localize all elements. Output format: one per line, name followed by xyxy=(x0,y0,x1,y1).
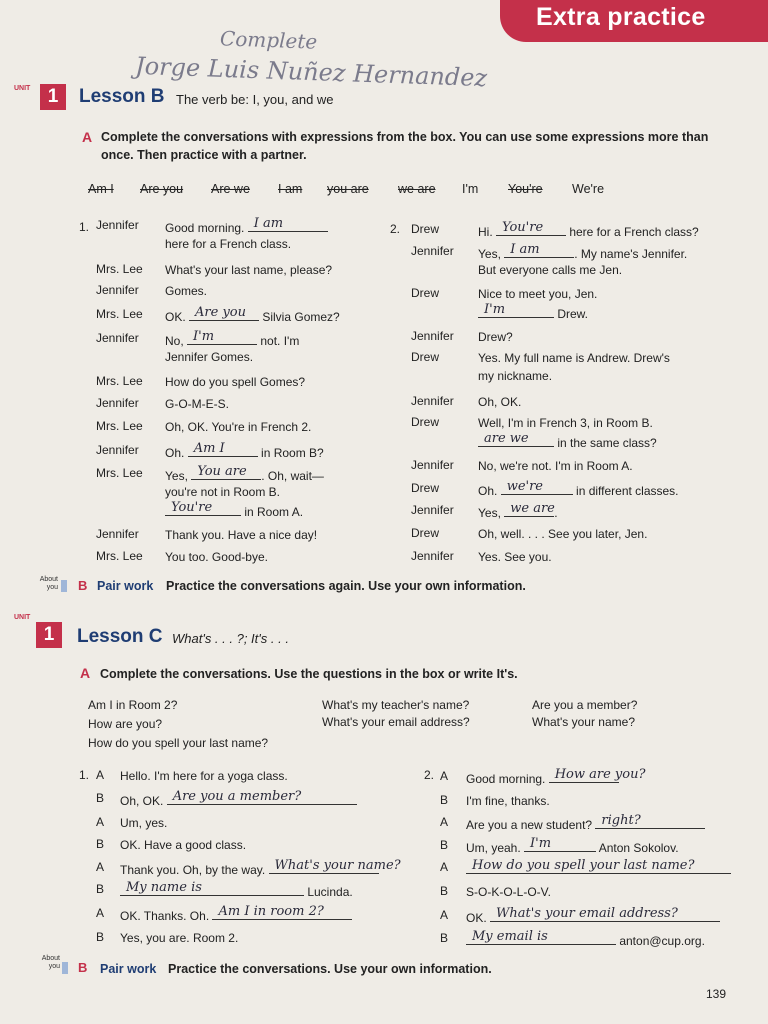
dialogue-line xyxy=(165,466,324,484)
speaker-name: Jennifer xyxy=(96,218,139,232)
dialogue-line xyxy=(165,374,305,390)
speaker-name: Mrs. Lee xyxy=(96,374,143,388)
speaker-name: A xyxy=(96,860,105,874)
box-question: What's your email address? xyxy=(322,715,470,729)
dialogue-line xyxy=(165,527,317,543)
dialogue-line xyxy=(478,415,653,431)
speaker-name: A xyxy=(96,906,105,920)
answer-blank[interactable] xyxy=(524,838,596,852)
line-text: anton@cup.org. xyxy=(616,934,705,948)
line-text: Nice to meet you, Jen. xyxy=(478,287,598,301)
handwritten-answer: I'm xyxy=(193,329,215,344)
unit-number-badge: 1 xyxy=(36,622,62,648)
speaker-name: B xyxy=(96,791,105,805)
section-a-letter: A xyxy=(80,665,91,681)
box-question: Am I in Room 2? xyxy=(88,698,178,712)
dialogue-line xyxy=(165,549,268,565)
unit-label: UNIT xyxy=(14,614,31,621)
speaker-name: A xyxy=(440,815,449,829)
speaker-name: Jennifer xyxy=(411,244,454,258)
speaker-name: B xyxy=(96,837,105,851)
dialogue-line xyxy=(120,815,167,831)
line-text: What's your last name, please? xyxy=(165,263,333,277)
dialogue-line-cont: you're not in Room B. xyxy=(165,485,281,499)
speaker-name: B xyxy=(440,793,449,807)
answer-blank[interactable] xyxy=(504,244,574,258)
line-text: . xyxy=(554,506,558,520)
dialogue-line xyxy=(165,283,207,299)
dialogue-line xyxy=(478,481,679,499)
answer-blank[interactable] xyxy=(189,307,259,321)
dialogue-line-cont xyxy=(478,433,657,451)
line-text: G-O-M-E-S. xyxy=(165,397,229,411)
line-text: Yes, xyxy=(165,469,192,483)
dialogue-line xyxy=(478,350,670,366)
dialogue-line xyxy=(165,419,311,435)
dialogue-line xyxy=(466,838,679,856)
lesson-b-subtitle: The verb be: I, you, and we xyxy=(176,92,334,107)
dialogue-line xyxy=(120,768,288,784)
handwritten-answer: How do you spell your last name? xyxy=(472,858,695,873)
line-text: in Room B? xyxy=(257,446,324,460)
box-expression: Am I xyxy=(88,182,114,196)
speaker-name: Mrs. Lee xyxy=(96,549,143,563)
speaker-name: Mrs. Lee xyxy=(96,466,143,480)
handwritten-answer: Are you xyxy=(195,305,246,320)
speaker-name: B xyxy=(440,838,449,852)
dialogue-line xyxy=(120,906,352,924)
answer-blank[interactable] xyxy=(212,906,352,920)
dialogue-line xyxy=(478,526,647,542)
answer-blank[interactable] xyxy=(504,503,554,517)
speaker-name: A xyxy=(440,860,449,874)
dialogue-line-cont xyxy=(165,502,303,520)
line-text: Thank you. Have a nice day! xyxy=(165,528,318,542)
handwritten-answer: My email is xyxy=(472,929,548,944)
conv-number: 2. xyxy=(424,768,435,782)
line-text: S-O-K-O-L-O-V. xyxy=(466,885,551,899)
lesson-c-title: Lesson C xyxy=(77,626,163,647)
box-question: How are you? xyxy=(88,717,163,731)
line-text: Gomes. xyxy=(165,284,208,298)
handwritten-answer: You're xyxy=(502,220,544,235)
handwritten-answer: I'm xyxy=(530,836,552,851)
speaker-name: Jennifer xyxy=(411,458,454,472)
box-expression: Are we xyxy=(211,182,250,196)
handwritten-answer: How are you? xyxy=(554,767,646,782)
box-expression: we are xyxy=(398,182,436,196)
speaker-name: Jennifer xyxy=(96,527,139,541)
dialogue-line-cont: Jennifer Gomes. xyxy=(165,350,254,364)
handwritten-answer: You're xyxy=(171,500,213,515)
section-bar xyxy=(62,962,68,974)
dialogue-line xyxy=(120,791,357,809)
line-text: Silvia Gomez? xyxy=(259,310,340,324)
dialogue-line xyxy=(478,549,552,565)
speaker-name: Jennifer xyxy=(96,331,139,345)
handwritten-answer: right? xyxy=(601,813,641,828)
line-text: How do you spell Gomes? xyxy=(165,375,306,389)
line-text: Anton Sokolov. xyxy=(596,841,679,855)
dialogue-line xyxy=(165,307,340,325)
dialogue-line xyxy=(478,394,521,410)
box-question: How do you spell your last name? xyxy=(88,736,269,750)
box-question: What's your name? xyxy=(532,715,636,729)
line-text: here for a French class? xyxy=(566,225,699,239)
pair-work-label: Pair work xyxy=(97,579,154,593)
handwritten-answer: we are xyxy=(510,501,555,516)
speaker-name: B xyxy=(96,930,105,944)
section-a-letter: A xyxy=(82,129,93,145)
about-you-badge: About you xyxy=(41,955,60,970)
handwritten-answer: Are you a member? xyxy=(172,789,302,804)
answer-blank[interactable] xyxy=(466,931,616,945)
conv-number: 2. xyxy=(390,222,401,236)
dialogue-line xyxy=(120,882,353,900)
line-text: Good morning. xyxy=(165,221,248,235)
handwritten-answer: we're xyxy=(506,479,543,494)
lesson-c-subtitle: What's . . . ?; It's . . . xyxy=(172,631,289,646)
line-text: Yes. My full name is Andrew. Drew's xyxy=(478,351,670,365)
line-text: No, xyxy=(165,334,188,348)
dialogue-line xyxy=(165,396,229,412)
unit-number-badge: 1 xyxy=(40,84,66,110)
line-text: Hi. xyxy=(478,225,496,239)
section-b-letter: B xyxy=(78,578,88,593)
line-text: Yes, you are. Room 2. xyxy=(120,931,239,945)
line-text: OK. Have a good class. xyxy=(120,838,247,852)
handwritten-answer: I'm xyxy=(484,302,506,317)
dialogue-line xyxy=(466,908,720,926)
box-expression: We're xyxy=(572,182,605,196)
speaker-name: Jennifer xyxy=(411,329,454,343)
handwritten-answer: are we xyxy=(484,431,529,446)
dialogue-line xyxy=(466,767,646,787)
dialogue-line xyxy=(466,815,705,833)
dialogue-line xyxy=(120,858,401,878)
line-text: Yes, xyxy=(478,247,505,261)
speaker-name: Jennifer xyxy=(411,503,454,517)
speaker-name: Drew xyxy=(411,222,440,236)
line-text: Um, yeah. xyxy=(466,841,525,855)
answer-blank[interactable] xyxy=(187,331,257,345)
line-text: Um, yes. xyxy=(120,816,168,830)
handwritten-name: Jorge Luis Nuñez Hernandez xyxy=(134,51,488,93)
unit-label: UNIT xyxy=(14,85,31,92)
line-text: . My name's Jennifer. xyxy=(574,247,688,261)
box-expression: You're xyxy=(508,182,543,196)
dialogue-line xyxy=(478,286,597,302)
line-text: in Room A. xyxy=(241,505,304,519)
answer-blank[interactable] xyxy=(188,443,258,457)
dialogue-line xyxy=(165,443,324,461)
line-text: not. I'm xyxy=(257,334,300,348)
speaker-name: Mrs. Lee xyxy=(96,262,143,276)
speaker-name: Drew xyxy=(411,526,440,540)
conv-number: 1. xyxy=(79,220,90,234)
section-a-instructions: Complete the conversations with expressions from the box. You can use some expressions more than once. Then practice with a partner. xyxy=(101,130,709,162)
answer-blank[interactable] xyxy=(466,860,731,874)
answer-blank[interactable] xyxy=(191,466,261,480)
line-text: OK. Thanks. Oh. xyxy=(120,909,213,923)
dialogue-line xyxy=(165,218,328,236)
handwritten-answer: You are xyxy=(197,464,247,479)
about-you-badge: About you xyxy=(39,576,58,591)
speaker-name: Mrs. Lee xyxy=(96,419,143,433)
line-text: Lucinda. xyxy=(304,885,353,899)
box-question: What's my teacher's name? xyxy=(322,698,470,712)
section-bar xyxy=(61,580,67,592)
speaker-name: A xyxy=(96,815,105,829)
answer-blank[interactable] xyxy=(496,222,566,236)
line-text: OK. xyxy=(466,911,491,925)
answer-blank[interactable] xyxy=(478,304,554,318)
answer-blank[interactable] xyxy=(167,791,357,805)
dialogue-line xyxy=(478,329,513,345)
box-expression: Are you xyxy=(140,182,184,196)
line-text: Thank you. Oh, by the way. xyxy=(120,863,269,877)
speaker-name: Jennifer xyxy=(96,396,139,410)
conv-number: 1. xyxy=(79,768,90,782)
dialogue-line xyxy=(466,860,731,878)
handwritten-answer: My name is xyxy=(126,880,202,895)
speaker-name: Drew xyxy=(411,286,440,300)
answer-blank[interactable] xyxy=(269,858,401,874)
box-expression: I'm xyxy=(462,182,479,196)
speaker-name: B xyxy=(440,931,449,945)
page-number: 139 xyxy=(706,987,727,1001)
line-text: Oh, well. . . . See you later, Jen. xyxy=(478,527,648,541)
speaker-name: Drew xyxy=(411,415,440,429)
line-text: Oh, OK. xyxy=(478,395,522,409)
box-expression: I am xyxy=(278,182,303,196)
line-text: Yes. See you. xyxy=(478,550,552,564)
answer-blank[interactable] xyxy=(549,767,646,783)
dialogue-line xyxy=(165,331,299,349)
speaker-name: B xyxy=(440,884,449,898)
line-text: Good morning. xyxy=(466,772,549,786)
dialogue-line xyxy=(120,930,238,946)
line-text: Well, I'm in French 3, in Room B. xyxy=(478,416,653,430)
lesson-b-title: Lesson B xyxy=(79,86,165,107)
handwritten-answer: I am xyxy=(253,216,284,231)
pair-work-text: Practice the conversations again. Use your own information. xyxy=(166,579,526,593)
answer-blank[interactable] xyxy=(478,433,554,447)
speaker-name: Jennifer xyxy=(96,283,139,297)
handwritten-answer: Am I in room 2? xyxy=(218,904,324,919)
dialogue-line-cont xyxy=(478,304,588,322)
line-text: Oh, OK. You're in French 2. xyxy=(165,420,312,434)
line-text: Drew? xyxy=(478,330,513,344)
section-a-instructions: Complete the conversations. Use the questions in the box or write It's. xyxy=(100,667,518,681)
dialogue-line xyxy=(466,884,551,900)
line-text: I'm fine, thanks. xyxy=(466,794,550,808)
speaker-name: B xyxy=(96,882,105,896)
line-text: Yes, xyxy=(478,506,505,520)
line-text: You too. Good-bye. xyxy=(165,550,268,564)
speaker-name: Drew xyxy=(411,350,440,364)
line-text: Hello. I'm here for a yoga class. xyxy=(120,769,288,783)
dialogue-line xyxy=(165,262,332,278)
handwritten-answer: What's your email address? xyxy=(496,906,678,921)
line-text: Oh. xyxy=(165,446,188,460)
speaker-name: A xyxy=(440,769,449,783)
pair-work-label: Pair work xyxy=(100,962,157,976)
handwritten-answer: What's your name? xyxy=(274,858,401,873)
speaker-name: Jennifer xyxy=(96,443,139,457)
dialogue-line xyxy=(478,458,633,474)
speaker-name: A xyxy=(440,908,449,922)
answer-blank[interactable] xyxy=(248,218,328,232)
answer-blank[interactable] xyxy=(595,815,705,829)
handwritten-answer: I am xyxy=(510,242,540,257)
dialogue-line xyxy=(478,503,558,521)
dialogue-line xyxy=(466,793,550,809)
box-question: Are you a member? xyxy=(532,698,638,712)
dialogue-line xyxy=(120,837,246,853)
line-text: Oh, OK. xyxy=(120,794,167,808)
answer-blank[interactable] xyxy=(120,882,304,896)
speaker-name: Drew xyxy=(411,481,440,495)
section-b-letter: B xyxy=(78,960,88,975)
speaker-name: A xyxy=(96,768,105,782)
dialogue-line-cont: But everyone calls me Jen. xyxy=(478,263,623,277)
dialogue-line xyxy=(466,931,705,949)
answer-blank[interactable] xyxy=(501,481,573,495)
speaker-name: Jennifer xyxy=(411,394,454,408)
extra-practice-banner xyxy=(500,0,768,42)
line-text: Oh. xyxy=(478,484,501,498)
answer-blank[interactable] xyxy=(165,502,241,516)
banner-title: Extra practice xyxy=(536,3,706,31)
pair-work-text: Practice the conversations. Use your own information. xyxy=(168,962,492,976)
line-text: in the same class? xyxy=(554,436,657,450)
dialogue-line-cont: my nickname. xyxy=(478,369,553,383)
handwritten-note: Complete xyxy=(219,26,318,54)
line-text: Drew. xyxy=(554,307,589,321)
box-expression: you are xyxy=(327,182,369,196)
line-text: OK. xyxy=(165,310,190,324)
line-text: Are you a new student? xyxy=(466,818,596,832)
answer-blank[interactable] xyxy=(490,908,720,922)
dialogue-line xyxy=(478,244,687,262)
line-text: in different classes. xyxy=(572,484,679,498)
line-text: . Oh, wait— xyxy=(261,469,324,483)
speaker-name: Mrs. Lee xyxy=(96,307,143,321)
dialogue-line-cont: here for a French class. xyxy=(165,237,292,251)
handwritten-answer: Am I xyxy=(193,441,225,456)
dialogue-line xyxy=(478,222,699,240)
speaker-name: Jennifer xyxy=(411,549,454,563)
line-text: No, we're not. I'm in Room A. xyxy=(478,459,633,473)
